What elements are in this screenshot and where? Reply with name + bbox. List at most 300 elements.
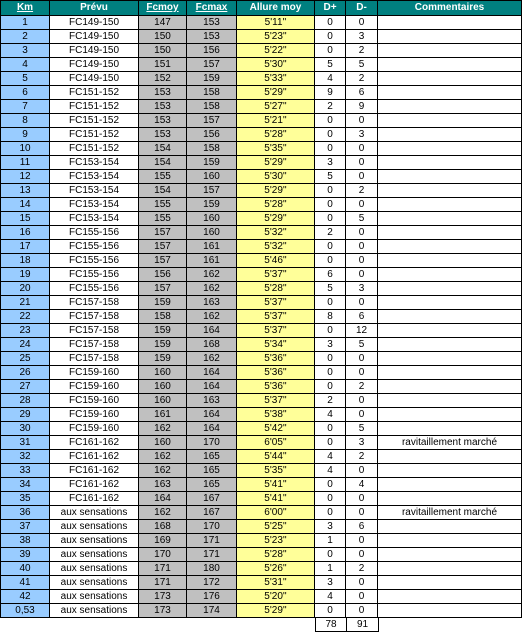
header-commentaires: Commentaires: [378, 1, 522, 16]
cell-dplus: 3: [315, 576, 346, 590]
cell-dminus: 0: [346, 492, 378, 506]
cell-dminus: 0: [346, 394, 378, 408]
header-row: [1, 1, 522, 16]
table-row: [1, 226, 522, 240]
cell-km: 22: [1, 310, 50, 324]
cell-dplus: 8: [315, 310, 346, 324]
cell-fcmoy: 163: [139, 478, 187, 492]
total-dminus: 91: [347, 618, 379, 632]
cell-km: 5: [1, 72, 50, 86]
cell-dplus: 0: [315, 198, 346, 212]
cell-commentaires: [378, 604, 522, 618]
cell-dplus: 0: [315, 366, 346, 380]
cell-allure: 5'28'': [237, 548, 315, 562]
cell-km: 32: [1, 450, 50, 464]
cell-dminus: 0: [346, 366, 378, 380]
cell-allure: 5'35'': [237, 142, 315, 156]
cell-dminus: 0: [346, 590, 378, 604]
cell-allure: 5'35'': [237, 464, 315, 478]
table-row: [1, 506, 522, 520]
table-row: [1, 44, 522, 58]
cell-dplus: 4: [315, 464, 346, 478]
cell-dplus: 4: [315, 590, 346, 604]
cell-fcmoy: 170: [139, 548, 187, 562]
cell-fcmax: 168: [187, 338, 237, 352]
cell-allure: 5'29'': [237, 86, 315, 100]
table-row: [1, 30, 522, 44]
cell-dminus: 2: [346, 380, 378, 394]
cell-fcmax: 163: [187, 394, 237, 408]
cell-allure: 5'32'': [237, 226, 315, 240]
table-row: [1, 366, 522, 380]
cell-fcmax: 163: [187, 296, 237, 310]
cell-fcmax: 164: [187, 422, 237, 436]
cell-allure: 5'41'': [237, 478, 315, 492]
cell-prevu: FC161-162: [50, 450, 139, 464]
cell-km: 40: [1, 562, 50, 576]
cell-commentaires: ravitaillement marché: [378, 506, 522, 520]
cell-commentaires: [378, 156, 522, 170]
cell-fcmoy: 159: [139, 296, 187, 310]
cell-prevu: FC157-158: [50, 310, 139, 324]
cell-km: 23: [1, 324, 50, 338]
cell-dplus: 3: [315, 520, 346, 534]
cell-km: 0,53: [1, 604, 50, 618]
cell-allure: 5'29'': [237, 156, 315, 170]
cell-dminus: 5: [346, 338, 378, 352]
cell-dminus: 0: [346, 240, 378, 254]
cell-dplus: 0: [315, 422, 346, 436]
cell-dplus: 0: [315, 184, 346, 198]
cell-prevu: FC157-158: [50, 352, 139, 366]
table-row: [1, 58, 522, 72]
cell-dplus: 0: [315, 604, 346, 618]
cell-dplus: 2: [315, 394, 346, 408]
table-row: [1, 128, 522, 142]
cell-dminus: 0: [346, 296, 378, 310]
cell-fcmoy: 147: [139, 16, 187, 30]
cell-dminus: 4: [346, 478, 378, 492]
cell-fcmoy: 173: [139, 590, 187, 604]
cell-km: 16: [1, 226, 50, 240]
cell-fcmax: 161: [187, 254, 237, 268]
cell-commentaires: [378, 520, 522, 534]
cell-dminus: 5: [346, 58, 378, 72]
cell-allure: 5'37'': [237, 268, 315, 282]
cell-dminus: 0: [346, 352, 378, 366]
cell-km: 34: [1, 478, 50, 492]
cell-km: 10: [1, 142, 50, 156]
cell-km: 27: [1, 380, 50, 394]
cell-commentaires: [378, 380, 522, 394]
table-row: [1, 380, 522, 394]
cell-commentaires: [378, 296, 522, 310]
cell-prevu: FC151-152: [50, 142, 139, 156]
cell-commentaires: [378, 240, 522, 254]
cell-dminus: 3: [346, 30, 378, 44]
cell-dminus: 0: [346, 156, 378, 170]
cell-fcmax: 158: [187, 86, 237, 100]
cell-dplus: 9: [315, 86, 346, 100]
cell-dplus: 0: [315, 254, 346, 268]
cell-dminus: 6: [346, 86, 378, 100]
cell-prevu: FC151-152: [50, 114, 139, 128]
table-row: [1, 156, 522, 170]
cell-fcmoy: 162: [139, 422, 187, 436]
cell-fcmax: 159: [187, 156, 237, 170]
cell-km: 14: [1, 198, 50, 212]
cell-fcmax: 156: [187, 128, 237, 142]
cell-dplus: 0: [315, 548, 346, 562]
cell-commentaires: [378, 212, 522, 226]
cell-dplus: 5: [315, 282, 346, 296]
cell-fcmoy: 155: [139, 198, 187, 212]
cell-dminus: 2: [346, 562, 378, 576]
cell-fcmax: 176: [187, 590, 237, 604]
cell-allure: 5'37'': [237, 394, 315, 408]
table-row: [1, 282, 522, 296]
header-fcmoy: Fcmoy: [139, 1, 187, 16]
header-dminus: D-: [346, 1, 378, 16]
cell-fcmax: 174: [187, 604, 237, 618]
cell-dplus: 0: [315, 324, 346, 338]
cell-km: 18: [1, 254, 50, 268]
cell-prevu: FC161-162: [50, 436, 139, 450]
cell-km: 30: [1, 422, 50, 436]
cell-prevu: aux sensations: [50, 534, 139, 548]
cell-km: 17: [1, 240, 50, 254]
cell-fcmoy: 159: [139, 352, 187, 366]
cell-dminus: 2: [346, 184, 378, 198]
cell-km: 28: [1, 394, 50, 408]
cell-dplus: 0: [315, 478, 346, 492]
cell-dplus: 0: [315, 352, 346, 366]
table-row: [1, 590, 522, 604]
cell-fcmoy: 154: [139, 156, 187, 170]
cell-commentaires: [378, 72, 522, 86]
table-row: [1, 394, 522, 408]
cell-dplus: 4: [315, 408, 346, 422]
cell-fcmoy: 169: [139, 534, 187, 548]
table-row: [1, 254, 522, 268]
cell-allure: 5'23'': [237, 534, 315, 548]
table-row: [1, 492, 522, 506]
cell-fcmoy: 155: [139, 170, 187, 184]
cell-dplus: 0: [315, 44, 346, 58]
cell-allure: 5'32'': [237, 240, 315, 254]
cell-fcmax: 167: [187, 492, 237, 506]
cell-km: 36: [1, 506, 50, 520]
cell-dminus: 0: [346, 576, 378, 590]
cell-commentaires: [378, 324, 522, 338]
table-row: [1, 562, 522, 576]
cell-fcmax: 160: [187, 212, 237, 226]
totals-table: [315, 617, 379, 632]
cell-prevu: aux sensations: [50, 576, 139, 590]
table-row: [1, 296, 522, 310]
cell-commentaires: [378, 492, 522, 506]
cell-allure: 5'37'': [237, 296, 315, 310]
cell-fcmoy: 164: [139, 492, 187, 506]
cell-fcmoy: 153: [139, 128, 187, 142]
cell-commentaires: [378, 310, 522, 324]
cell-fcmax: 165: [187, 464, 237, 478]
cell-dminus: 12: [346, 324, 378, 338]
cell-commentaires: [378, 352, 522, 366]
cell-dplus: 0: [315, 16, 346, 30]
cell-fcmax: 165: [187, 478, 237, 492]
cell-fcmoy: 157: [139, 240, 187, 254]
cell-commentaires: [378, 184, 522, 198]
cell-fcmax: 165: [187, 450, 237, 464]
cell-dminus: 0: [346, 604, 378, 618]
cell-fcmax: 164: [187, 408, 237, 422]
cell-prevu: FC151-152: [50, 128, 139, 142]
cell-prevu: aux sensations: [50, 604, 139, 618]
cell-dplus: 0: [315, 506, 346, 520]
cell-commentaires: [378, 170, 522, 184]
cell-km: 31: [1, 436, 50, 450]
cell-commentaires: [378, 114, 522, 128]
cell-commentaires: [378, 100, 522, 114]
cell-allure: 5'33'': [237, 72, 315, 86]
cell-allure: 5'29'': [237, 212, 315, 226]
cell-prevu: FC157-158: [50, 338, 139, 352]
cell-prevu: FC149-150: [50, 44, 139, 58]
table-row: [1, 324, 522, 338]
cell-km: 2: [1, 30, 50, 44]
cell-fcmax: 162: [187, 282, 237, 296]
cell-dplus: 3: [315, 156, 346, 170]
cell-allure: 5'37'': [237, 324, 315, 338]
cell-fcmax: 157: [187, 58, 237, 72]
cell-fcmoy: 160: [139, 394, 187, 408]
cell-km: 35: [1, 492, 50, 506]
cell-commentaires: ravitaillement marché: [378, 436, 522, 450]
cell-dplus: 5: [315, 170, 346, 184]
cell-prevu: FC149-150: [50, 72, 139, 86]
cell-fcmoy: 150: [139, 30, 187, 44]
cell-commentaires: [378, 366, 522, 380]
cell-km: 6: [1, 86, 50, 100]
cell-commentaires: [378, 86, 522, 100]
table-row: [1, 464, 522, 478]
cell-fcmax: 158: [187, 100, 237, 114]
cell-commentaires: [378, 534, 522, 548]
cell-prevu: FC153-154: [50, 198, 139, 212]
cell-fcmax: 164: [187, 324, 237, 338]
cell-dminus: 0: [346, 408, 378, 422]
cell-dminus: 0: [346, 548, 378, 562]
cell-dplus: 1: [315, 562, 346, 576]
cell-allure: 5'37'': [237, 310, 315, 324]
cell-fcmax: 162: [187, 352, 237, 366]
cell-fcmoy: 168: [139, 520, 187, 534]
cell-prevu: FC161-162: [50, 492, 139, 506]
cell-allure: 5'28'': [237, 282, 315, 296]
cell-dplus: 2: [315, 226, 346, 240]
cell-fcmoy: 155: [139, 212, 187, 226]
cell-allure: 5'28'': [237, 198, 315, 212]
total-dplus: 78: [316, 618, 347, 632]
cell-fcmoy: 171: [139, 562, 187, 576]
cell-km: 37: [1, 520, 50, 534]
cell-fcmax: 157: [187, 114, 237, 128]
cell-fcmoy: 153: [139, 114, 187, 128]
cell-prevu: FC161-162: [50, 478, 139, 492]
cell-allure: 5'44'': [237, 450, 315, 464]
cell-commentaires: [378, 464, 522, 478]
cell-allure: 6'05'': [237, 436, 315, 450]
cell-fcmax: 161: [187, 240, 237, 254]
cell-dminus: 0: [346, 226, 378, 240]
cell-km: 25: [1, 352, 50, 366]
cell-dminus: 0: [346, 506, 378, 520]
cell-prevu: FC161-162: [50, 464, 139, 478]
cell-dminus: 2: [346, 72, 378, 86]
cell-allure: 5'22'': [237, 44, 315, 58]
cell-fcmax: 160: [187, 226, 237, 240]
cell-prevu: FC159-160: [50, 394, 139, 408]
cell-prevu: FC159-160: [50, 408, 139, 422]
cell-dminus: 0: [346, 198, 378, 212]
cell-commentaires: [378, 30, 522, 44]
cell-commentaires: [378, 548, 522, 562]
table-row: [1, 198, 522, 212]
cell-dplus: 5: [315, 58, 346, 72]
cell-commentaires: [378, 576, 522, 590]
table-row: [1, 338, 522, 352]
cell-fcmoy: 173: [139, 604, 187, 618]
cell-fcmax: 153: [187, 30, 237, 44]
cell-dplus: 0: [315, 30, 346, 44]
cell-km: 9: [1, 128, 50, 142]
cell-allure: 5'21'': [237, 114, 315, 128]
cell-km: 3: [1, 44, 50, 58]
cell-dplus: 0: [315, 380, 346, 394]
cell-commentaires: [378, 422, 522, 436]
cell-prevu: FC153-154: [50, 184, 139, 198]
cell-dplus: 4: [315, 72, 346, 86]
table-body: [1, 16, 522, 618]
cell-fcmoy: 162: [139, 506, 187, 520]
cell-dminus: 0: [346, 268, 378, 282]
cell-commentaires: [378, 268, 522, 282]
cell-fcmoy: 159: [139, 338, 187, 352]
cell-fcmoy: 151: [139, 58, 187, 72]
cell-dplus: 1: [315, 534, 346, 548]
cell-prevu: FC153-154: [50, 156, 139, 170]
cell-fcmax: 157: [187, 184, 237, 198]
cell-commentaires: [378, 58, 522, 72]
cell-fcmax: 170: [187, 520, 237, 534]
cell-dminus: 0: [346, 464, 378, 478]
cell-commentaires: [378, 142, 522, 156]
cell-dminus: 0: [346, 170, 378, 184]
cell-dminus: 3: [346, 282, 378, 296]
cell-commentaires: [378, 394, 522, 408]
table-row: [1, 86, 522, 100]
cell-km: 29: [1, 408, 50, 422]
cell-allure: 5'30'': [237, 170, 315, 184]
cell-km: 33: [1, 464, 50, 478]
cell-fcmoy: 162: [139, 464, 187, 478]
table-row: [1, 212, 522, 226]
cell-prevu: aux sensations: [50, 548, 139, 562]
cell-km: 11: [1, 156, 50, 170]
cell-fcmoy: 157: [139, 254, 187, 268]
cell-dminus: 3: [346, 128, 378, 142]
cell-prevu: aux sensations: [50, 562, 139, 576]
cell-prevu: FC153-154: [50, 212, 139, 226]
cell-fcmax: 153: [187, 16, 237, 30]
cell-dminus: 3: [346, 436, 378, 450]
cell-km: 13: [1, 184, 50, 198]
cell-allure: 5'46'': [237, 254, 315, 268]
cell-km: 8: [1, 114, 50, 128]
cell-km: 41: [1, 576, 50, 590]
cell-fcmax: 156: [187, 44, 237, 58]
cell-dplus: 6: [315, 268, 346, 282]
cell-fcmax: 167: [187, 506, 237, 520]
cell-fcmax: 159: [187, 198, 237, 212]
cell-allure: 5'29'': [237, 184, 315, 198]
cell-fcmax: 160: [187, 170, 237, 184]
cell-prevu: FC151-152: [50, 86, 139, 100]
totals-row: [316, 618, 379, 632]
cell-fcmoy: 153: [139, 100, 187, 114]
cell-commentaires: [378, 226, 522, 240]
table-row: [1, 422, 522, 436]
cell-commentaires: [378, 562, 522, 576]
cell-fcmoy: 159: [139, 324, 187, 338]
cell-fcmax: 170: [187, 436, 237, 450]
table-row: [1, 16, 522, 30]
cell-allure: 5'20'': [237, 590, 315, 604]
cell-prevu: FC157-158: [50, 324, 139, 338]
table-row: [1, 478, 522, 492]
cell-dminus: 2: [346, 44, 378, 58]
header-prevu: Prévu: [50, 1, 139, 16]
cell-km: 19: [1, 268, 50, 282]
header-allure: Allure moy: [237, 1, 315, 16]
cell-fcmax: 162: [187, 268, 237, 282]
cell-allure: 5'11'': [237, 16, 315, 30]
cell-dplus: 0: [315, 240, 346, 254]
cell-allure: 5'30'': [237, 58, 315, 72]
cell-dminus: 5: [346, 212, 378, 226]
cell-allure: 5'36'': [237, 366, 315, 380]
cell-prevu: FC157-158: [50, 296, 139, 310]
table-row: [1, 520, 522, 534]
cell-dminus: 6: [346, 520, 378, 534]
table-row: [1, 408, 522, 422]
cell-km: 26: [1, 366, 50, 380]
cell-prevu: FC155-156: [50, 254, 139, 268]
cell-allure: 5'27'': [237, 100, 315, 114]
cell-allure: 5'26'': [237, 562, 315, 576]
cell-prevu: aux sensations: [50, 590, 139, 604]
cell-fcmoy: 171: [139, 576, 187, 590]
cell-commentaires: [378, 338, 522, 352]
cell-dplus: 0: [315, 114, 346, 128]
cell-fcmoy: 154: [139, 142, 187, 156]
cell-fcmoy: 158: [139, 310, 187, 324]
cell-commentaires: [378, 590, 522, 604]
cell-fcmoy: 157: [139, 282, 187, 296]
table-row: [1, 534, 522, 548]
cell-dminus: 0: [346, 16, 378, 30]
